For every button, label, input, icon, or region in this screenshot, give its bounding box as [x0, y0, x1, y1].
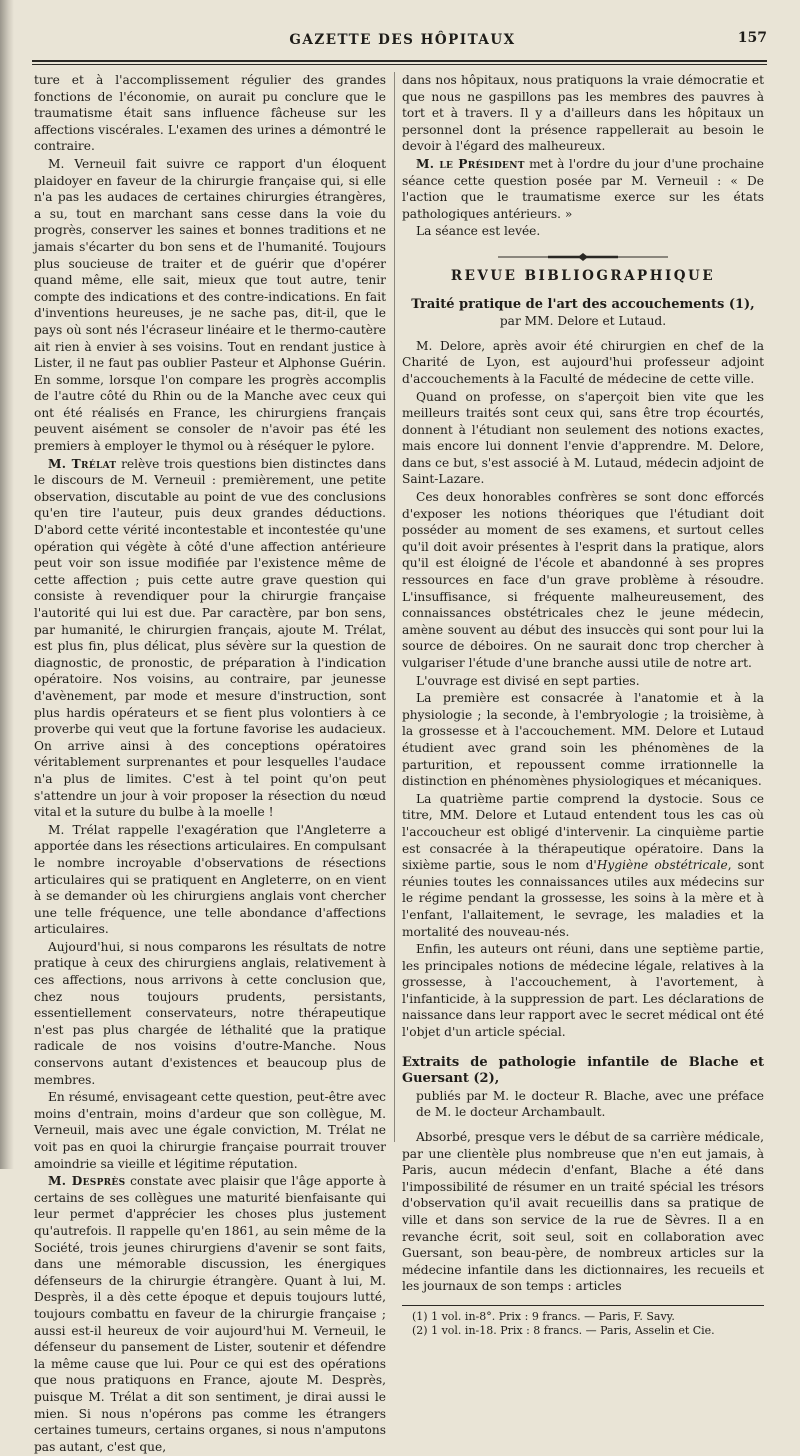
section-title: REVUE BIBLIOGRAPHIQUE: [450, 267, 716, 284]
page-binding-shadow: [0, 0, 14, 1169]
paragraph: [34, 456, 386, 821]
paragraph: La première est consacrée à l'anatomie et à la physiologie ; la seconde, à l'embryologie ; la troisième, à la grossesse et à l'accouchement. MM. Delore et Lutaud étudient avec grand soin les phénomènes de la parturition, et repoussent comme irrationnelle la distinction en phénomènes physiologiques et mécaniques.: [402, 691, 764, 789]
paragraph: ture et à l'accomplissement régulier des grandes fonctions de l'économie, on aurait pu conclure que le traumatisme était sans influence fâcheuse sur les affections viscérales. L'examen des urines a démontré le contraire.: [34, 73, 386, 154]
paragraph: Absorbé, presque vers le début de sa carrière médicale, par une clientèle plus nombreuse que n'en eut jamais, à Paris, aucun médecin d'enfant, Blache a été dans l'impossibilité de résumer en un traité spécial les trésors d'observation qu'il avait recueillis dans sa pratique de ville et dans son service de la rue de Sèvres. Il a en revanche écrit, soit seul, soit en collaboration avec Guersant, son beau-père, de nombreux articles sur la médecine infantile dans les dictionnaires, les recueils et les journaux de son temps : articles: [402, 1130, 764, 1294]
paragraph: Ces deux honorables confrères se sont donc efforcés d'exposer les notions théoriques que l'étudiant doit posséder au moment de ses examens, et surtout celles qu'il doit avoir présentes à l'esprit dans la pratique, alors qu'il est éloigné de l'école et abandonné à ses propres ressources en face d'un grave problème à résoudre. L'insuffisance, si fréquente malheureusement, des connaissances obstétricales chez le jeune médecin, amène souvent au début des insuccès qui sont pour lui la source de déboires. On ne saurait donc trop chercher à vulgariser l'étude d'une branche aussi utile de notre art.: [402, 490, 764, 670]
paragraph: En résumé, envisageant cette question, peut-être avec moins d'entrain, moins d'ardeur que son collègue, M. Verneuil, mais avec une égale conviction, M. Trélat ne voit pas en quoi la chirurgie française pourrait trouver amoindrie sa vieille et légitime réputation.: [34, 1090, 386, 1171]
paragraph-text: relève trois questions bien distinctes dans le discours de M. Verneuil : premièrement, une petite observation, discutable au point de vue des conclusions qu'en tire l'auteur, puis deux grandes déductions. D'abord cette vérité incontestable et incontestée qu'une opération qui végète à côté d'une affection antérieure peut voir son issue modifiée par l'existence même de cette affection ; puis cette autre grave question qui consiste à revendiquer pour la chirurgie française l'autorité qui lui est due. Par caractère, par bon sens, par humanité, le chirurgien français, ajoute M. Trélat, est plus fin, plus délicat, plus sévère sur la question de diagnostic, de pronostic, de préparation à l'indication opératoire. Nos voisins, au contraire, par jeunesse d'avènement, par mode et mesure d'instruction, sont plus hardis opérateurs et se fient plus volontiers à ce proverbe qui veut que la fortune favorise les audacieux. On arrive ainsi à des conceptions opératoires véritablement surprenantes et pour lesquelles l'audace n'a plus de limites. C'est à tel point qu'on peut s'attendre un jour à voir proposer la résection du nœud vital et la suture du bulbe à la moelle !: [34, 456, 386, 820]
footnote-rule: [402, 1305, 764, 1306]
footnote: (1) 1 vol. in-8°. Prix : 9 francs. — Paris, F. Savy.: [412, 1309, 675, 1323]
right-column: [402, 72, 764, 1338]
paragraph: Quand on professe, on s'aperçoit bien vite que les meilleurs traités sont ceux qui, sans être trop écourtés, donnent à l'étudiant non seulement des notions exactes, mais encore lui donnent l'envie d'apprendre. M. Delore, dans ce but, s'est associé à M. Lutaud, médecin adjoint de Saint-Lazare.: [402, 389, 764, 487]
section-ornament: [402, 250, 764, 262]
paragraph: Aujourd'hui, si nous comparons les résultats de notre pratique à ceux des chirurgiens anglais, relativement à ces affections, nous arrivons à cette conclusion que, chez nous toujours prudents, persistants, essentiellement conservateurs, notre thérapeutique n'est pas plus chargée de léthalité que la pratique radicale de nos voisins d'outre-Manche. Nous conservons autant d'existences et beaucoup plus de membres.: [34, 939, 386, 1087]
paragraph-text: constate avec plaisir que l'âge apporte à certains de ses collègues une maturité bienfaisante qui leur permet d'apprécier les choses plus justement qu'autrefois. Il rappelle qu'en 1861, au sein même de la Société, trois jeunes chirurgiens d'avenir se sont faits, dans une mémorable discussion, les énergiques défenseurs de la chirurgie étrangère. Quant à lui, M. Desprès, il a dès cette époque et depuis toujours lutté, toujours combattu en faveur de la chirurgie française ; aussi est-il heureux de voir aujourd'hui M. Verneuil, le défenseur du pansement de Lister, soutenir et défendre la même cause que lui. Pour ce qui est des opérations que nous pratiquons en France, ajoute M. Desprès, puisque M. Trélat a dit son sentiment, je dirai aussi le mien. Si nous n'opérons pas comme les étrangers certaines tumeurs, certains organes, si nous n'amputons pas autant, c'est que,: [34, 1174, 386, 1454]
header-rule-thin: [32, 64, 767, 65]
running-header: [30, 30, 775, 54]
column-divider: [394, 72, 395, 1142]
book-title: Traité pratique de l'art des accouchements (1),: [411, 296, 755, 312]
speaker-name: M. Desprès: [48, 1174, 126, 1189]
header-rule: [32, 60, 767, 62]
paragraph: [34, 1173, 386, 1455]
paragraph: [402, 791, 764, 940]
ornament-rule-icon: [498, 252, 668, 262]
italic-term: Hygiène obstétricale: [596, 858, 728, 873]
book-authors: par MM. Delore et Lutaud.: [499, 314, 667, 329]
paragraph-text: , sont réunies toutes les connaissances utiles aux médecins sur le régime pendant la grossesse, les soins à la mère et à l'enfant, l'allaitement, le sevrage, les maladies et la mortalité des nouveau-nés.: [402, 858, 764, 939]
speaker-name: M. le Président: [416, 156, 525, 171]
paragraph: dans nos hôpitaux, nous pratiquons la vraie démocratie et que nous ne gaspillons pas les membres des pauvres à tort et à travers. Il y a d'ailleurs dans les hôpitaux un personnel dont la présence rappellerait au besoin le devoir à l'égard des malheureux.: [402, 73, 764, 154]
paragraph: La séance est levée.: [416, 224, 541, 239]
paragraph-text: met à l'ordre du jour d'une prochaine séance cette question posée par M. Verneuil : « De l'action que le traumatisme exerce sur les états pathologiques antérieurs. »: [402, 156, 764, 221]
book-title: Extraits de pathologie infantile de Blache et Guersant (2),: [402, 1054, 764, 1087]
journal-title: GAZETTE DES HÔPITAUX: [289, 32, 516, 48]
paragraph: M. Verneuil fait suivre ce rapport d'un éloquent plaidoyer en faveur de la chirurgie française qui, si elle n'a pas les audaces de certaines chirurgies étrangères, a su, tout en marchant sans cesse dans la voie du progrès, conserver les saines et bonnes traditions et ne jamais s'écarter du bon sens et de l'humanité. Toujours plus soucieuse de traiter et de guérir que d'opérer quand même, elle sait, mieux que tout autre, tenir compte des indications et des contre-indications. En fait d'inventions heureuses, je ne sache pas, dit-il, que le pays où sont nés l'écraseur linéaire et le thermo-cautère ait rien à envier à ses voisins. Tout en rendant justice à Lister, il ne faut pas oublier Pasteur et Alphonse Guérin. En somme, lorsque l'on compare les progrès accomplis de l'autre côté du Rhin ou de la Manche avec ceux qui ont été réalisés en France, les chirurgiens français peuvent aisément se consoler de n'avoir pas été les premiers à employer le thymol ou à réséquer le pylore.: [34, 156, 386, 454]
paragraph: M. Trélat rappelle l'exagération que l'Angleterre a apportée dans les résections articulaires. En compulsant le nombre incroyable d'observations de résections articulaires qui se pratiquent en Angleterre, on en vient à se demander où les chirurgiens anglais vont chercher une telle fréquence, une telle abondance d'affections articulaires.: [34, 822, 386, 937]
footnote: (2) 1 vol. in-18. Prix : 8 francs. — Paris, Asselin et Cie.: [412, 1323, 715, 1337]
paragraph-text: La quatrième partie comprend la dystocie. Sous ce titre, MM. Delore et Lutaud entendent tous les cas où l'accoucheur est obligé d'intervenir. La cinquième partie est consacrée à la thérapeutique opératoire. Dans la sixième partie, sous le nom d': [402, 791, 764, 873]
page-number: 157: [737, 30, 767, 46]
paragraph: L'ouvrage est divisé en sept parties.: [416, 673, 640, 688]
speaker-name: M. Trélat: [48, 456, 117, 471]
paragraph: [402, 156, 764, 222]
book-subtitle: publiés par M. le docteur R. Blache, avec une préface de M. le docteur Archambault.: [416, 1088, 764, 1120]
paragraph: Enfin, les auteurs ont réuni, dans une septième partie, les principales notions de médecine légale, relatives à la grossesse, à l'accouchement, à l'avortement, à l'infanticide, à la suppression de part. Les déclarations de naissance dans leur rapport avec le secret médical ont été l'objet d'un article spécial.: [402, 942, 764, 1040]
paragraph: M. Delore, après avoir été chirurgien en chef de la Charité de Lyon, est aujourd'hui professeur adjoint d'accouchements à la Faculté de médecine de cette ville.: [402, 338, 764, 386]
left-column: [34, 72, 386, 1456]
